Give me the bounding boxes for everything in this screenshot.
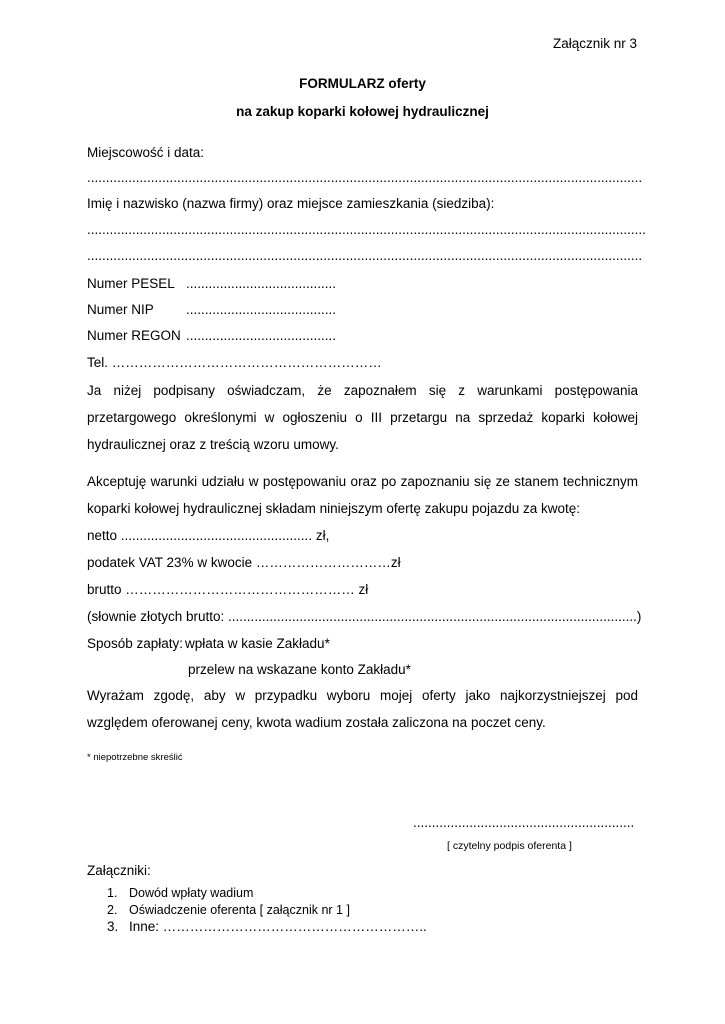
brutto-field[interactable]: brutto …………………………………………… zł <box>87 582 369 597</box>
name-label: Imię i nazwisko (nazwa firmy) oraz miejsce zamieszkania (siedziba): <box>87 196 495 211</box>
attachment-item-number: 1. <box>107 886 118 900</box>
attachment-item-number: 3. <box>107 919 119 934</box>
nip-field[interactable]: ........................................ <box>186 302 337 317</box>
acceptance-line2: koparki kołowej hydraulicznej składam niniejszym ofertę zakupu pojazdu za kwotę: <box>87 501 580 516</box>
declaration-line2: przetargowego określonymi w ogłoszeniu o III przetargu na sprzedaż koparki kołowej <box>87 410 638 425</box>
payment-label: Sposób zapłaty: <box>87 636 184 651</box>
name-field-line2[interactable]: .................................................................................................................................................... <box>87 248 643 263</box>
pesel-field[interactable]: ........................................ <box>186 276 337 291</box>
attachment-item-text: Dowód wpłaty wadium <box>129 886 254 900</box>
place-date-field[interactable]: .................................................................................................................................................... <box>87 170 643 185</box>
regon-label: Numer REGON <box>87 328 181 343</box>
words-amount-field[interactable]: (słownie złotych brutto: .............................................................................................................) <box>87 609 642 624</box>
consent-line2: względem oferowanej ceny, kwota wadium została zaliczona na poczet ceny. <box>87 715 546 730</box>
attachment-item-text[interactable]: Inne: ………………………………………………….. <box>129 919 427 934</box>
attachment-item-3 <box>107 919 427 934</box>
consent-line1: Wyrażam zgodę, aby w przypadku wyboru mojej oferty jako najkorzystniejszej pod <box>87 688 638 703</box>
acceptance-line1: Akceptuję warunki udziału w postępowaniu oraz po zapoznaniu się ze stanem technicznym <box>87 474 638 489</box>
payment-option-cash[interactable]: wpłata w kasie Zakładu* <box>185 636 330 651</box>
signature-caption: [ czytelny podpis oferenta ] <box>447 840 572 852</box>
vat-field[interactable]: podatek VAT 23% w kwocie …………………………zł <box>87 555 401 570</box>
pesel-label: Numer PESEL <box>87 276 175 291</box>
nip-label: Numer NIP <box>87 302 154 317</box>
declaration-line1: Ja niżej podpisany oświadczam, że zapoznałem się z warunkami postępowania <box>87 383 638 398</box>
payment-option-transfer[interactable]: przelew na wskazane konto Zakładu* <box>188 662 411 677</box>
attachment-item-2 <box>107 903 350 917</box>
place-date-label: Miejscowość i data: <box>87 145 205 160</box>
signature-field[interactable]: ........................................................... <box>413 815 635 830</box>
attachment-item-text: Oświadczenie oferenta [ załącznik nr 1 ] <box>129 903 350 917</box>
footnote: * niepotrzebne skreślić <box>87 752 183 763</box>
attachments-label: Załączniki: <box>87 863 151 878</box>
netto-field[interactable]: netto ................................................... zł, <box>87 528 330 543</box>
form-subtitle: na zakup koparki kołowej hydraulicznej <box>236 104 489 119</box>
attachment-item-1 <box>107 886 254 900</box>
declaration-line3: hydraulicznej oraz z treścią wzoru umowy. <box>87 437 339 452</box>
attachment-item-number: 2. <box>107 903 118 917</box>
attachment-number: Załącznik nr 3 <box>552 36 637 51</box>
name-field-line1[interactable]: ..................................................................................................................................................... <box>87 222 646 237</box>
form-title: FORMULARZ oferty <box>299 76 426 91</box>
tel-field[interactable]: Tel. …………………………………………………… <box>87 355 382 370</box>
regon-field[interactable]: ........................................ <box>186 328 337 343</box>
